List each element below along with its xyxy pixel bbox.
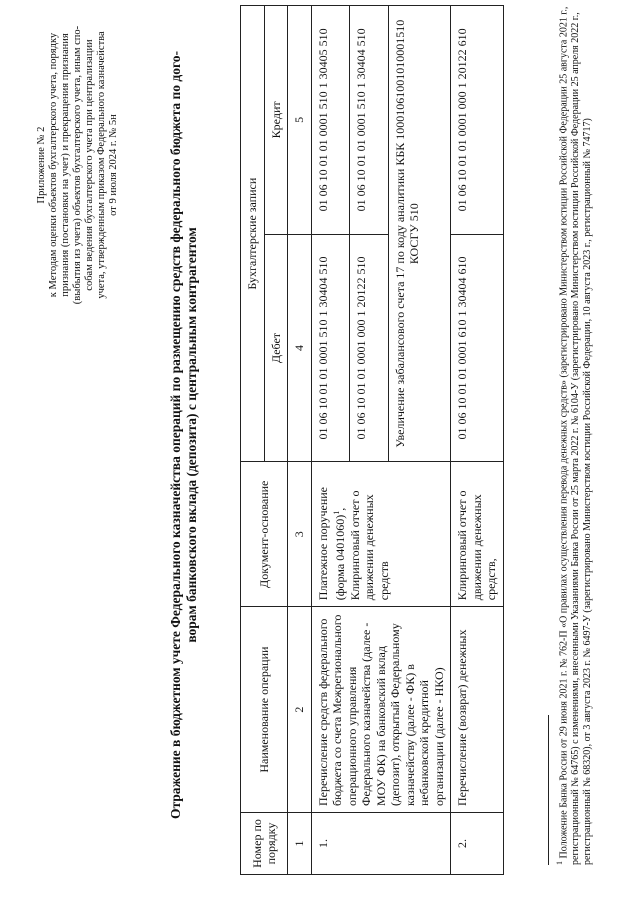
- appendix-line: учета, утвержденным приказом Федерального казначейства: [96, 31, 107, 299]
- appendix-line: признания (постановки на учет) и прекращения признания: [60, 33, 71, 297]
- row-number: 2.: [451, 813, 504, 875]
- off-balance-note: Увеличение забалансового счета 17 по коду аналитики КБК 10001061001010001510 КОСГУ 510: [388, 6, 450, 462]
- column-number: 3: [288, 462, 312, 607]
- appendix-header: [36, 15, 120, 315]
- row-number: 1.: [311, 813, 451, 875]
- operation-name: Перечисление средств федерального бюджета со счета Межрегионального операционного управления Федерального казначейства (далее - МОУ ФК) на банковский вклад (депозит), открытый Федеральному казначейству (далее - ФК) в небанковской кредитной организации (далее - НКО): [311, 607, 451, 813]
- doc-text: Платежное поручение (форма 0401060): [315, 486, 347, 601]
- operation-name: Перечисление (возврат) денежных: [451, 607, 504, 813]
- credit-entry: 01 06 10 01 01 0001 000 1 20122 610: [451, 6, 504, 235]
- title-line: ворам банковского вклада (депозита) с центральным контрагентом: [184, 227, 199, 643]
- appendix-line: собам ведения бухгалтерского учета при централизации: [84, 39, 95, 291]
- footnote-text: Положение Банка России от 29 июня 2021 г. № 762-П «О правилах осуществления перевода денежных средств» (зарегистрировано Министерством юстиции Российской Федерации 25 августа 2021 г., регистрационный № 64765) с изменениями, внесенными Указаниями Банка России от 25 марта 2022 г. № 6104-У (зарегистрировано Министерством юстиции Российской Федерации 25 апреля 2022 г., регистрационный № 68320), от 3 августа 2023 г. № 6497-У (зарегистрировано Министерством юстиции Российской Федерации, 10 августа 2023 г., регистрационный № 74717): [558, 6, 594, 865]
- appendix-line: Приложение № 2: [36, 126, 47, 204]
- footnote-separator: [548, 715, 549, 865]
- debit-entry: 01 06 10 01 01 0001 000 1 20122 510: [350, 234, 389, 462]
- header-num: Номер по порядку: [241, 813, 288, 875]
- doc-text: , Клиринговый отчет о движении денежных средств: [333, 490, 391, 601]
- footnote-ref: 1: [332, 510, 341, 515]
- credit-entry: 01 06 10 01 01 0001 510 1 30404 510: [350, 6, 389, 235]
- column-number: 2: [288, 607, 312, 813]
- header-credit: Кредит: [264, 6, 288, 235]
- column-number: 1: [288, 813, 312, 875]
- column-number-row: [288, 6, 312, 875]
- source-document: Клиринговый отчет о движении денежных средств,: [451, 462, 504, 607]
- debit-entry: 01 06 10 01 01 0001 510 1 30404 510: [311, 234, 350, 462]
- operations-table: [240, 5, 504, 875]
- credit-entry: 01 06 10 01 01 0001 510 1 30405 510: [311, 6, 350, 235]
- source-document: [311, 462, 451, 607]
- header-name: Наименование операции: [241, 607, 288, 813]
- appendix-line: от 9 июля 2024 г. № 5н: [108, 114, 119, 216]
- column-number: 5: [288, 6, 312, 235]
- header-doc: Документ-основание: [241, 462, 288, 607]
- header-entries: Бухгалтерские записи: [241, 6, 265, 462]
- table-row: [451, 6, 504, 875]
- column-number: 4: [288, 234, 312, 462]
- header-row: [241, 6, 265, 875]
- table-row: [311, 6, 350, 875]
- appendix-line: (выбытия из учета) объектов бухгалтерского учета, иным спо-: [72, 25, 83, 305]
- header-debit: Дебет: [264, 234, 288, 462]
- document-title: [168, 45, 200, 825]
- appendix-line: к Методам оценки объектов бухгалтерского учета, порядку: [48, 32, 59, 298]
- title-line: Отражение в бюджетном учете Федерального казначейства операций по размещению средств федерального бюджета по дого-: [168, 50, 183, 820]
- footnote: [554, 5, 594, 865]
- debit-entry: 01 06 10 01 01 0001 610 1 30404 610: [451, 234, 504, 462]
- footnote-marker: 1: [555, 861, 564, 865]
